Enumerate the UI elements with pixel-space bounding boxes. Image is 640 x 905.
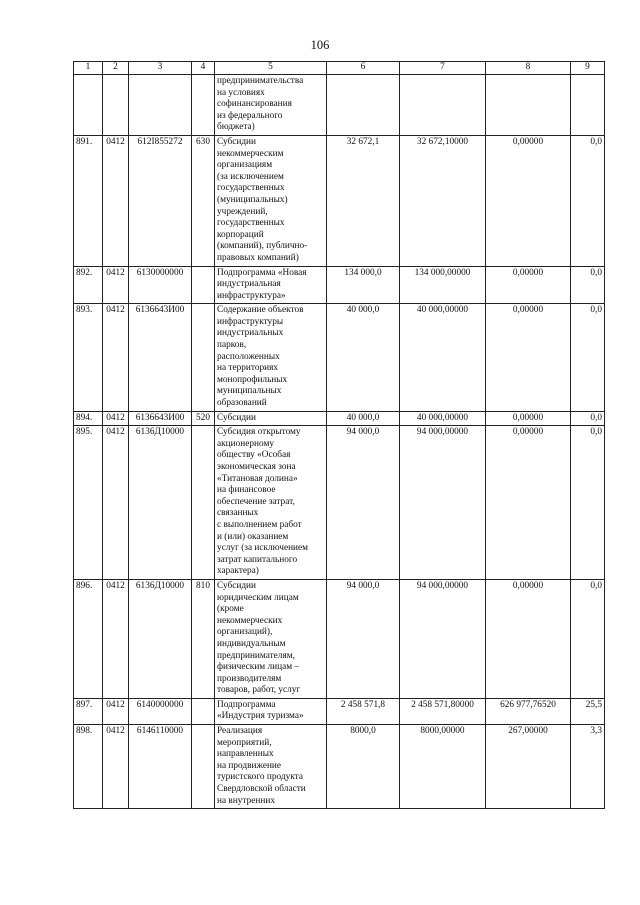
item-name-cell: Реализация мероприятий, направленных на продвижение туристского продукта Свердловской области на внутренних <box>215 725 327 809</box>
updated-amount-cell: 8000,00000 <box>400 725 486 809</box>
row-number-cell: 895. <box>74 426 103 580</box>
table-row <box>74 135 605 266</box>
section-code-cell: 0412 <box>103 266 129 304</box>
execution-percent-cell: 0,0 <box>571 579 605 698</box>
target-article-code-cell <box>129 75 192 136</box>
execution-percent-cell <box>571 75 605 136</box>
execution-percent-cell: 0,0 <box>571 426 605 580</box>
approved-amount-cell: 94 000,0 <box>327 426 400 580</box>
updated-amount-cell: 94 000,00000 <box>400 579 486 698</box>
section-code-cell: 0412 <box>103 411 129 426</box>
target-article-code-cell: 6136643И00 <box>129 411 192 426</box>
page-number: 106 <box>310 38 330 52</box>
expense-type-code-cell <box>192 426 215 580</box>
execution-percent-cell: 25,5 <box>571 698 605 724</box>
approved-amount-cell: 40 000,0 <box>327 411 400 426</box>
row-number-cell: 891. <box>74 135 103 266</box>
section-code-cell <box>103 75 129 136</box>
item-name-cell: Субсидии <box>215 411 327 426</box>
updated-amount-cell: 32 672,10000 <box>400 135 486 266</box>
executed-amount-cell: 0,00000 <box>486 579 571 698</box>
execution-percent-cell: 0,0 <box>571 266 605 304</box>
table-row <box>74 426 605 580</box>
execution-percent-cell: 0,0 <box>571 304 605 411</box>
table-row <box>74 579 605 698</box>
section-code-cell: 0412 <box>103 725 129 809</box>
target-article-code-cell: 6140000000 <box>129 698 192 724</box>
target-article-code-cell: 6146110000 <box>129 725 192 809</box>
budget-table <box>73 61 605 809</box>
header-cell: 1 <box>74 62 103 75</box>
row-number-cell: 896. <box>74 579 103 698</box>
item-name-cell: предпринимательства на условиях софинансирования из федерального бюджета) <box>215 75 327 136</box>
expense-type-code-cell: 630 <box>192 135 215 266</box>
table-row <box>74 75 605 136</box>
executed-amount-cell: 0,00000 <box>486 426 571 580</box>
expense-type-code-cell: 810 <box>192 579 215 698</box>
item-name-cell: Подпрограмма «Индустрия туризма» <box>215 698 327 724</box>
row-number-cell: 898. <box>74 725 103 809</box>
approved-amount-cell: 2 458 571,8 <box>327 698 400 724</box>
expense-type-code-cell <box>192 75 215 136</box>
executed-amount-cell: 0,00000 <box>486 411 571 426</box>
updated-amount-cell: 94 000,00000 <box>400 426 486 580</box>
item-name-cell: Субсидия открытому акционерному обществу «Особая экономическая зона «Титановая долина» на финансовое обеспечение затрат, связанных с выполнением работ и (или) оказанием услуг (за исключением затрат капитального характера) <box>215 426 327 580</box>
expense-type-code-cell <box>192 266 215 304</box>
execution-percent-cell: 3,3 <box>571 725 605 809</box>
executed-amount-cell: 0,00000 <box>486 135 571 266</box>
item-name-cell: Подпрограмма «Новая индустриальная инфраструктура» <box>215 266 327 304</box>
table-row <box>74 725 605 809</box>
updated-amount-cell: 40 000,00000 <box>400 411 486 426</box>
section-code-cell: 0412 <box>103 579 129 698</box>
approved-amount-cell: 8000,0 <box>327 725 400 809</box>
header-cell: 7 <box>400 62 486 75</box>
row-number-cell: 897. <box>74 698 103 724</box>
target-article-code-cell: 6130000000 <box>129 266 192 304</box>
updated-amount-cell <box>400 75 486 136</box>
section-code-cell: 0412 <box>103 698 129 724</box>
row-number-cell: 892. <box>74 266 103 304</box>
expense-type-code-cell <box>192 698 215 724</box>
expense-type-code-cell <box>192 725 215 809</box>
target-article-code-cell: 6136Д10000 <box>129 579 192 698</box>
header-cell: 2 <box>103 62 129 75</box>
section-code-cell: 0412 <box>103 135 129 266</box>
target-article-code-cell: 6136643И00 <box>129 304 192 411</box>
row-number-cell <box>74 75 103 136</box>
executed-amount-cell <box>486 75 571 136</box>
header-row <box>74 62 605 75</box>
item-name-cell: Содержание объектов инфраструктуры индустриальных парков, расположенных на территориях монопрофильных муниципальных образований <box>215 304 327 411</box>
header-cell: 5 <box>215 62 327 75</box>
header-cell: 8 <box>486 62 571 75</box>
target-article-code-cell: 6136Д10000 <box>129 426 192 580</box>
approved-amount-cell: 32 672,1 <box>327 135 400 266</box>
header-cell: 6 <box>327 62 400 75</box>
section-code-cell: 0412 <box>103 304 129 411</box>
header-cell: 4 <box>192 62 215 75</box>
approved-amount-cell: 134 000,0 <box>327 266 400 304</box>
execution-percent-cell: 0,0 <box>571 135 605 266</box>
item-name-cell: Субсидии юридическим лицам (кроме некоммерческих организаций), индивидуальным предпринимателям, физическим лицам – производителям товаров, работ, услуг <box>215 579 327 698</box>
expense-type-code-cell <box>192 304 215 411</box>
header-cell: 9 <box>571 62 605 75</box>
section-code-cell: 0412 <box>103 426 129 580</box>
updated-amount-cell: 134 000,00000 <box>400 266 486 304</box>
approved-amount-cell <box>327 75 400 136</box>
executed-amount-cell: 0,00000 <box>486 266 571 304</box>
executed-amount-cell: 0,00000 <box>486 304 571 411</box>
executed-amount-cell: 267,00000 <box>486 725 571 809</box>
execution-percent-cell: 0,0 <box>571 411 605 426</box>
approved-amount-cell: 94 000,0 <box>327 579 400 698</box>
updated-amount-cell: 2 458 571,80000 <box>400 698 486 724</box>
expense-type-code-cell: 520 <box>192 411 215 426</box>
item-name-cell: Субсидии некоммерческим организациям (за исключением государственных (муниципальных) учреждений, государственных корпораций (компаний), публично- правовых компаний) <box>215 135 327 266</box>
target-article-code-cell: 612I855272 <box>129 135 192 266</box>
executed-amount-cell: 626 977,76520 <box>486 698 571 724</box>
updated-amount-cell: 40 000,00000 <box>400 304 486 411</box>
table-row <box>74 266 605 304</box>
table-row <box>74 411 605 426</box>
header-cell: 3 <box>129 62 192 75</box>
row-number-cell: 893. <box>74 304 103 411</box>
table-row <box>74 304 605 411</box>
row-number-cell: 894. <box>74 411 103 426</box>
table-row <box>74 698 605 724</box>
approved-amount-cell: 40 000,0 <box>327 304 400 411</box>
